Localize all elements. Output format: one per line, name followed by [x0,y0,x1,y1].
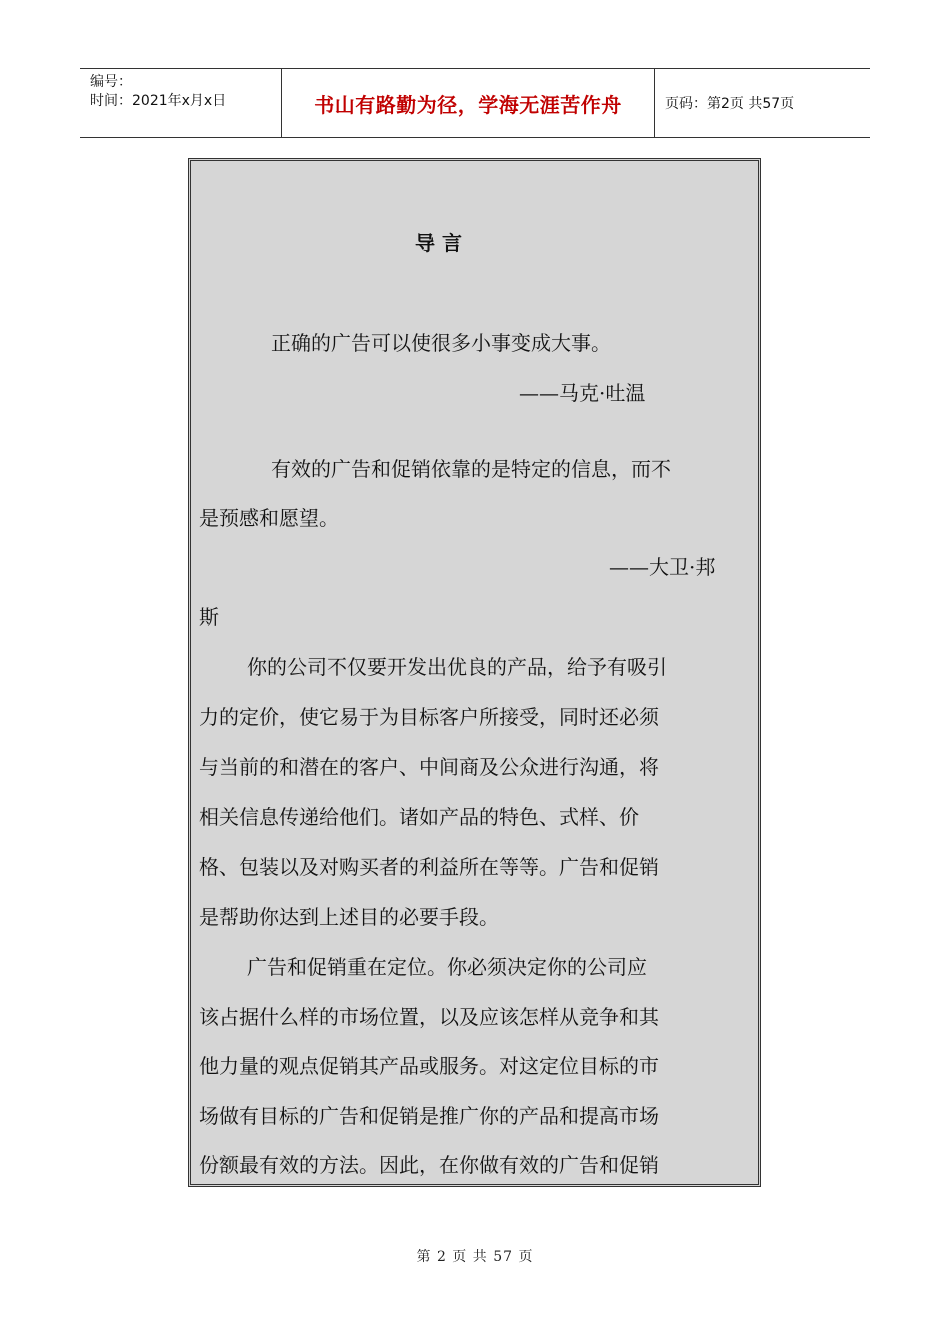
body-line: 你的公司不仅要开发出优良的产品，给予有吸引 [247,655,667,679]
quote-author: 斯 [199,605,219,629]
body-line: 场做有目标的广告和促销是推广你的产品和提高市场 [199,1104,659,1128]
document-date: 时间：2021年x月x日 [90,93,227,109]
quote-author: ——大卫·邦 [609,555,716,579]
body-line: 与当前的和潜在的客户、中间商及公众进行沟通，将 [199,755,659,779]
body-line: 相关信息传递给他们。诸如产品的特色、式样、价 [199,805,639,829]
header-motto: 书山有路勤为径，学海无涯苦作舟 [314,92,622,117]
header-page-info: 页码：第2页 共57页 [665,96,795,112]
body-line: 份额最有效的方法。因此，在你做有效的广告和促销 [199,1153,659,1177]
body-line: 是帮助你达到上述目的必要手段。 [199,905,499,929]
quote-text: 有效的广告和促销依靠的是特定的信息，而不 [271,457,671,481]
quote-author: ——马克·吐温 [519,381,646,405]
quote-text: 是预感和愿望。 [199,506,339,530]
header-motto-cell [282,69,655,137]
body-line: 力的定价，使它易于为目标客户所接受，同时还必须 [199,705,659,729]
body-line: 广告和促销重在定位。你必须决定你的公司应 [247,955,647,979]
section-title: 导 言 [415,231,462,255]
body-line: 格、包装以及对购买者的利益所在等等。广告和促销 [199,855,659,879]
document-number-label: 编号： [90,74,132,90]
quote-text: 正确的广告可以使很多小事变成大事。 [271,331,611,355]
page-footer: 第 2 页 共 57 页 [416,1249,534,1265]
header-meta [80,69,282,137]
content-box [188,158,761,1187]
body-line: 该占据什么样的市场位置，以及应该怎样从竞争和其 [199,1005,659,1029]
document-header [80,68,870,138]
body-line: 他力量的观点促销其产品或服务。对这定位目标的市 [199,1054,659,1078]
